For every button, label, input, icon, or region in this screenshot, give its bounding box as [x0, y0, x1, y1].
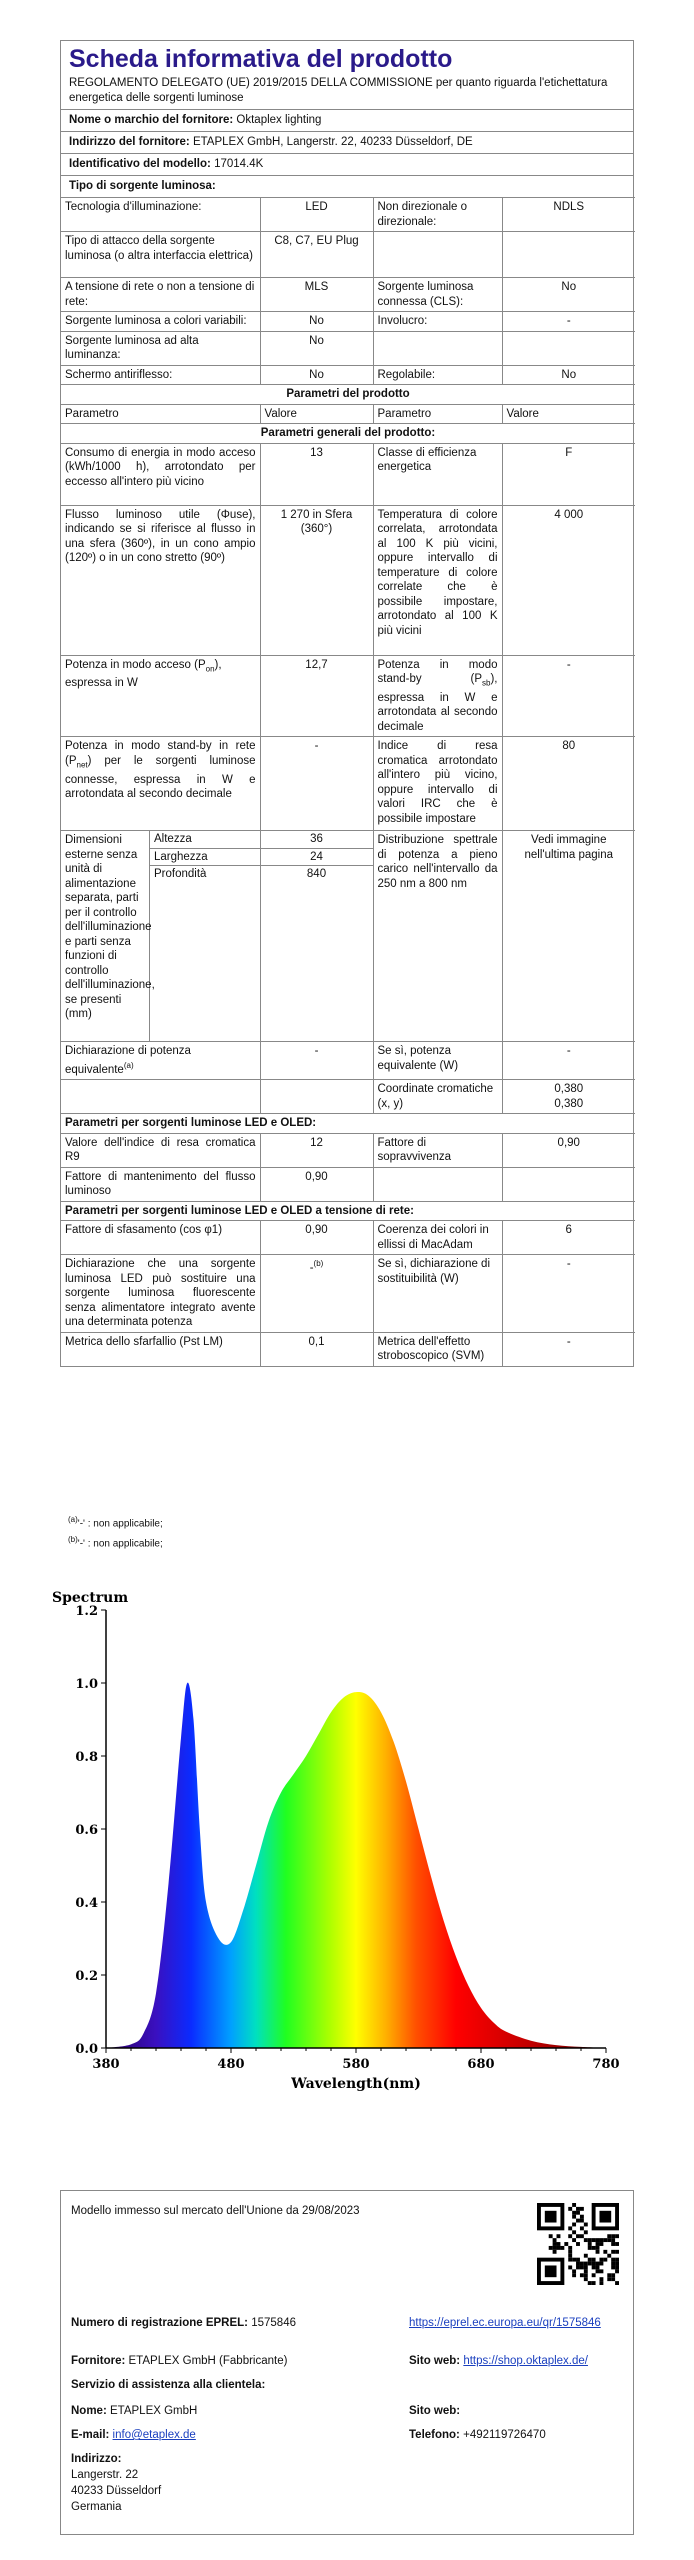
- table-row: [61, 1201, 635, 1221]
- service-name: ETAPLEX GmbH: [109, 2405, 198, 2417]
- cap-label: Tipo di attacco della sorgente luminosa (o altra interfaccia elettrica): [61, 232, 260, 278]
- x-tick-label: 380: [92, 2057, 120, 2072]
- height-label: Altezza: [150, 831, 260, 849]
- email-link[interactable]: info@etaplex.de: [112, 2429, 196, 2441]
- empty-cell: [260, 1080, 373, 1114]
- footnote-b: [68, 1532, 163, 1552]
- service-name-row: [71, 2403, 197, 2419]
- flicker-label: Metrica dello sfarfallio (Pst LM): [61, 1332, 260, 1366]
- empty-cell: [502, 1167, 635, 1201]
- empty-cell: [373, 331, 502, 365]
- maintenance-label: Fattore di mantenimento del flusso luminoso: [61, 1167, 260, 1201]
- col-value-header-2: Valore: [502, 404, 635, 424]
- replace-note: (b): [313, 1259, 324, 1269]
- footnote-b-mark: (b): [68, 1535, 78, 1545]
- y-tick-label: 0.2: [75, 1969, 98, 1984]
- dims-values-cell: [260, 831, 373, 1042]
- x-tick-label: 680: [467, 2057, 495, 2072]
- supplier-name: Oktaplex lighting: [236, 114, 322, 126]
- on-subscript: on: [205, 663, 215, 673]
- y-tick-label: 0.0: [75, 2042, 98, 2057]
- chart-title: Spectrum: [52, 1590, 129, 1606]
- envelope-value: -: [502, 312, 635, 332]
- survival-value: 0,90: [502, 1133, 635, 1167]
- supplier-address: ETAPLEX GmbH, Langerstr. 22, 40233 Düsseldorf, DE: [192, 136, 473, 148]
- empty-cell: [61, 1080, 260, 1114]
- page-title: Scheda informativa del prodotto: [69, 45, 453, 73]
- cls-label: Sorgente luminosa connessa (CLS):: [373, 278, 502, 312]
- table-row: [61, 1133, 635, 1167]
- footer-box: [60, 2190, 634, 2535]
- efficiency-value: F: [502, 443, 635, 505]
- standby-value: -: [502, 655, 635, 737]
- survival-label: Fattore di sopravvivenza: [373, 1133, 502, 1167]
- qr-code-icon: [537, 2203, 619, 2285]
- website-label: Sito web:: [409, 2355, 461, 2367]
- anti-glare-value: No: [260, 365, 373, 385]
- product-info-sheet: [60, 40, 634, 1367]
- y-tick-label: 0.4: [75, 1896, 98, 1911]
- table-row: [61, 655, 635, 737]
- replace-w-label: Se sì, dichiarazione di sostituibilità (W): [373, 1255, 502, 1333]
- col-param-header: Parametro: [61, 404, 260, 424]
- net-standby-label: Potenza in modo stand-by in rete $(P_{net})$ per le sorgenti luminose connesse, espressa in W e arrotondata al secondo decimale: [61, 737, 260, 831]
- x-axis-label: Wavelength(nm): [291, 2076, 421, 2092]
- footnotes: [68, 1512, 163, 1553]
- supplier-name-row: [61, 109, 633, 131]
- chroma-value: [502, 1080, 635, 1114]
- eprel-link[interactable]: https://eprel.ec.europa.eu/qr/1575846: [409, 2317, 601, 2329]
- empty-cell: [373, 1167, 502, 1201]
- empty-cell: [373, 232, 502, 278]
- table-row: [61, 505, 635, 655]
- standby-label: Potenza in modo stand-by $(P_{sb})$, espressa in W e arrotondata al secondo decimale: [373, 655, 502, 737]
- table-row: [61, 404, 635, 424]
- mains-value: MLS: [260, 278, 373, 312]
- service-website-label: Sito web:: [409, 2405, 461, 2417]
- model-id: 17014.4K: [214, 158, 264, 170]
- dimmable-label: Regolabile:: [373, 365, 502, 385]
- depth-label: Profondità: [154, 868, 207, 881]
- email-row: [71, 2427, 196, 2443]
- eprel-row: [71, 2315, 296, 2331]
- table-row: [61, 424, 635, 444]
- supplier-value: ETAPLEX GmbH (Fabbricante): [128, 2355, 288, 2367]
- supplier-row: [71, 2353, 287, 2369]
- dims-cell: [61, 831, 260, 1042]
- led-section-title: Parametri per sorgenti luminose LED e OLED:: [61, 1114, 635, 1134]
- footnote-a: [68, 1512, 163, 1532]
- supplier-address-label: Indirizzo del fornitore:: [69, 136, 190, 148]
- high-luminance-value: No: [260, 331, 373, 365]
- depth-value: 840: [306, 868, 327, 881]
- table-row: [61, 365, 635, 385]
- on-power-value: 12,7: [260, 655, 373, 737]
- anti-glare-label: Schermo antiriflesso:: [61, 365, 260, 385]
- table-row: [61, 232, 635, 278]
- table-row: [61, 831, 635, 1042]
- table-row: [61, 278, 635, 312]
- model-row: [61, 153, 633, 175]
- directional-value: NDLS: [502, 198, 635, 232]
- params-title: Parametri del prodotto: [61, 385, 635, 405]
- x-tick-label: 780: [592, 2057, 620, 2072]
- table-row: [61, 385, 635, 405]
- colour-tunable-value: No: [260, 312, 373, 332]
- maintenance-value: 0,90: [260, 1167, 373, 1201]
- model-label: Identificativo del modello:: [69, 158, 211, 170]
- net-standby-value: -: [260, 737, 373, 831]
- table-row: [61, 1255, 635, 1333]
- params-table: [61, 197, 635, 1366]
- dims-values: [150, 831, 260, 1041]
- cct-label: Temperatura di colore correlata, arrotondata al 100 K più vicini, oppure intervallo di temperature di colore correlate che è possibile impostare, arrotondato al 100 K più vicini: [373, 505, 502, 655]
- footnote-a-text: '-' : non applicabile;: [77, 1518, 163, 1530]
- source-type-row: [61, 175, 633, 197]
- source-type-label: Tipo di sorgente luminosa:: [69, 180, 216, 192]
- chroma-label: Coordinate cromatiche (x, y): [373, 1080, 502, 1114]
- high-luminance-label: Sorgente luminosa ad alta luminanza:: [61, 331, 260, 365]
- dims-label: Dimensioni esterne senza unità di alimentazione separata, parti per il controllo dell'illuminazione e parti senza funzioni di controllo dell'illuminazione, se presenti (mm): [61, 831, 150, 1041]
- market-date: Modello immesso sul mercato dell'Unione da 29/08/2023: [71, 2205, 360, 2217]
- empty-cell: [502, 232, 635, 278]
- table-row: [61, 1080, 635, 1114]
- spd-value: Vedi immagine nell'ultima pagina: [502, 831, 635, 1042]
- phone-label: Telefono:: [409, 2429, 460, 2441]
- service-label: [71, 2377, 265, 2393]
- flicker-value: 0,1: [260, 1332, 373, 1366]
- general-title: Parametri generali del prodotto:: [61, 424, 635, 444]
- supplier-name-label: Nome o marchio del fornitore:: [69, 114, 234, 126]
- y-tick-label: 1.0: [75, 1677, 98, 1692]
- table-row: [61, 1332, 635, 1366]
- table-row: [61, 1221, 635, 1255]
- replace-dash: -: [309, 1261, 314, 1274]
- energy-label: Consumo di energia in modo acceso (kWh/1000 h), arrotondato per eccesso all'intero più vicino: [61, 443, 260, 505]
- equiv-value: -: [260, 1042, 373, 1080]
- equiv-label: [61, 1042, 260, 1080]
- svm-label: Metrica dell'effetto stroboscopico (SVM): [373, 1332, 502, 1366]
- svm-value: -: [502, 1332, 635, 1366]
- height-value: 36: [261, 831, 373, 849]
- flux-value: 1 270 in Sfera (360°): [260, 505, 373, 655]
- mains-label: A tensione di rete o non a tensione di rete:: [61, 278, 260, 312]
- footnote-a-mark: (a): [68, 1515, 78, 1524]
- directional-label: Non direzionale o direzionale:: [373, 198, 502, 232]
- equiv-note: (a): [123, 1060, 134, 1070]
- y-tick-label: 0.8: [75, 1750, 98, 1765]
- supplier-label: Fornitore:: [71, 2355, 126, 2367]
- website-link[interactable]: https://shop.oktaplex.de/: [463, 2355, 588, 2367]
- service-label-text: Servizio di assistenza alla clientela:: [71, 2379, 266, 2391]
- efficiency-label: Classe di efficienza energetica: [373, 443, 502, 505]
- mains-section-title: Parametri per sorgenti luminose LED e OLED a tensione di rete:: [61, 1201, 635, 1221]
- width-value: 24: [261, 849, 373, 867]
- table-row: [61, 312, 635, 332]
- y-tick-label: 1.2: [75, 1604, 98, 1619]
- envelope-label: Involucro:: [373, 312, 502, 332]
- phone-row: [409, 2427, 546, 2443]
- col-param-header-2: Parametro: [373, 404, 502, 424]
- col-value-header: Valore: [260, 404, 373, 424]
- equiv-label-text: Dichiarazione di potenza equivalente: [65, 1045, 191, 1076]
- tech-label: Tecnologia d'illuminazione:: [61, 198, 260, 232]
- chroma-y: 0,380: [554, 1097, 584, 1110]
- pf-label: Fattore di sfasamento (cos φ1): [61, 1221, 260, 1255]
- chroma-x: 0,380: [554, 1083, 584, 1096]
- table-row: [61, 198, 635, 232]
- cct-value: 4 000: [502, 505, 635, 655]
- spectrum-chart: [40, 1580, 640, 2160]
- eprel-number: 1575846: [251, 2317, 296, 2329]
- website-row: [409, 2353, 588, 2369]
- address-line-2: 40233 Düsseldorf: [71, 2485, 162, 2497]
- empty-cell: [502, 331, 635, 365]
- eprel-label: Numero di registrazione EPREL:: [71, 2317, 249, 2329]
- phone-value: +492119726470: [463, 2429, 546, 2441]
- on-power-label: Potenza in modo acceso $(P_{on})$, espressa in W: [61, 655, 260, 737]
- spd-label: Distribuzione spettrale di potenza a pieno carico nell'intervallo da 250 nm a 800 nm: [373, 831, 502, 1042]
- address-label: Indirizzo:: [71, 2453, 122, 2465]
- table-row: [61, 443, 635, 505]
- cri-value: 80: [502, 737, 635, 831]
- address-line-3: Germania: [71, 2501, 122, 2513]
- service-name-label: Nome:: [71, 2405, 107, 2417]
- footnote-b-text: '-' : non applicabile;: [77, 1538, 163, 1550]
- replace-label: Dichiarazione che una sorgente luminosa LED può sostituire una sorgente luminosa fluorescente senza alimentatore integrato avente una determinata potenza: [61, 1255, 260, 1333]
- cap-value: C8, C7, EU Plug: [260, 232, 373, 278]
- table-row: [61, 1042, 635, 1080]
- x-tick-label: 480: [217, 2057, 245, 2072]
- address-line-1: Langerstr. 22: [71, 2469, 139, 2481]
- macadam-value: 6: [502, 1221, 635, 1255]
- pf-value: 0,90: [260, 1221, 373, 1255]
- tech-value: LED: [260, 198, 373, 232]
- r9-value: 12: [260, 1133, 373, 1167]
- supplier-address-row: [61, 131, 633, 153]
- net-subscript: net: [76, 760, 88, 770]
- flux-label: Flusso luminoso utile (Φuse), indicando se si riferisce al flusso in una sfera (360º), in un cono ampio (120º) o in un cono stretto (90º): [61, 505, 260, 655]
- email-label: E-mail:: [71, 2429, 110, 2441]
- x-tick-label: 580: [342, 2057, 370, 2072]
- table-row: [61, 1114, 635, 1134]
- spectrum-area: [106, 1683, 606, 2048]
- replace-value: [260, 1255, 373, 1333]
- table-row: [61, 1167, 635, 1201]
- y-tick-label: 0.6: [75, 1823, 98, 1838]
- table-row: [61, 737, 635, 831]
- sb-subscript: sb: [482, 678, 491, 688]
- energy-value: 13: [260, 443, 373, 505]
- service-website-row: [409, 2403, 460, 2419]
- macadam-label: Coerenza dei colori in ellissi di MacAdam: [373, 1221, 502, 1255]
- colour-tunable-label: Sorgente luminosa a colori variabili:: [61, 312, 260, 332]
- replace-w-value: -: [502, 1255, 635, 1333]
- table-row: [61, 331, 635, 365]
- equiv-w-value: -: [502, 1042, 635, 1080]
- dimmable-value: No: [502, 365, 635, 385]
- r9-label: Valore dell'indice di resa cromatica R9: [61, 1133, 260, 1167]
- cls-value: No: [502, 278, 635, 312]
- address-block: [71, 2451, 161, 2515]
- equiv-w-label: Se sì, potenza equivalente (W): [373, 1042, 502, 1080]
- regulation-text: REGOLAMENTO DELEGATO (UE) 2019/2015 DELLA COMMISSIONE per quanto riguarda l'etichettatura energetica delle sorgenti luminose: [69, 77, 608, 104]
- width-label: Larghezza: [150, 849, 260, 867]
- cri-label: Indice di resa cromatica arrotondato all'intero più vicino, oppure intervallo di valori IRC che è possibile impostare: [373, 737, 502, 831]
